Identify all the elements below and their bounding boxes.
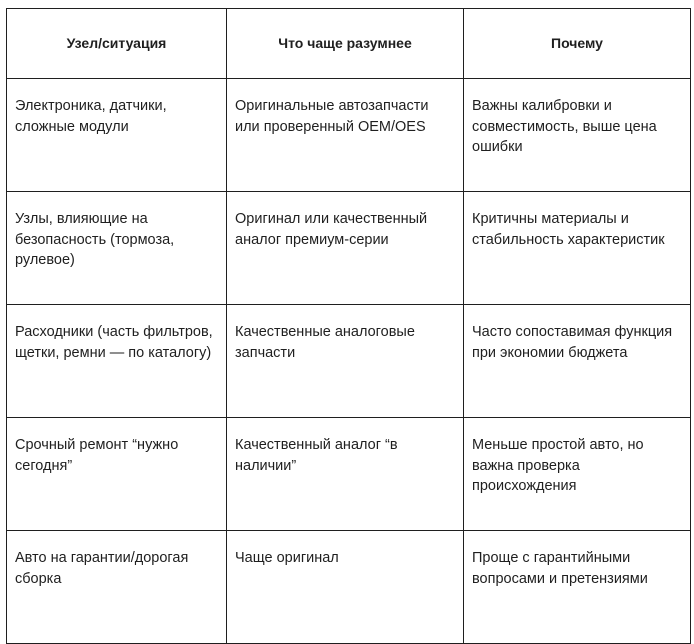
cell-reason: Важны калибровки и совместимость, выше цена ошибки — [464, 79, 691, 192]
cell-situation: Электроника, датчики, сложные модули — [7, 79, 227, 192]
table-row — [7, 192, 691, 305]
cell-situation: Авто на гарантии/дорогая сборка — [7, 531, 227, 644]
cell-recommendation: Чаще оригинал — [227, 531, 464, 644]
cell-recommendation: Качественный аналог “в наличии” — [227, 418, 464, 531]
comparison-table-wrapper — [6, 8, 691, 644]
header-situation: Узел/ситуация — [7, 9, 227, 79]
table-header-row — [7, 9, 691, 79]
table-row — [7, 305, 691, 418]
table-row — [7, 79, 691, 192]
cell-situation: Узлы, влияющие на безопасность (тормоза, рулевое) — [7, 192, 227, 305]
table-row — [7, 418, 691, 531]
cell-recommendation: Оригинальные автозапчасти или проверенный OEM/OES — [227, 79, 464, 192]
header-recommendation: Что чаще разумнее — [227, 9, 464, 79]
cell-reason: Часто сопоставимая функция при экономии бюджета — [464, 305, 691, 418]
cell-reason: Проще с гарантийными вопросами и претензиями — [464, 531, 691, 644]
cell-reason: Меньше простой авто, но важна проверка происхождения — [464, 418, 691, 531]
comparison-table — [6, 8, 691, 644]
cell-recommendation: Оригинал или качественный аналог премиум-серии — [227, 192, 464, 305]
cell-situation: Срочный ремонт “нужно сегодня” — [7, 418, 227, 531]
table-row — [7, 531, 691, 644]
header-reason: Почему — [464, 9, 691, 79]
cell-reason: Критичны материалы и стабильность характеристик — [464, 192, 691, 305]
cell-situation: Расходники (часть фильтров, щетки, ремни — по каталогу) — [7, 305, 227, 418]
cell-recommendation: Качественные аналоговые запчасти — [227, 305, 464, 418]
